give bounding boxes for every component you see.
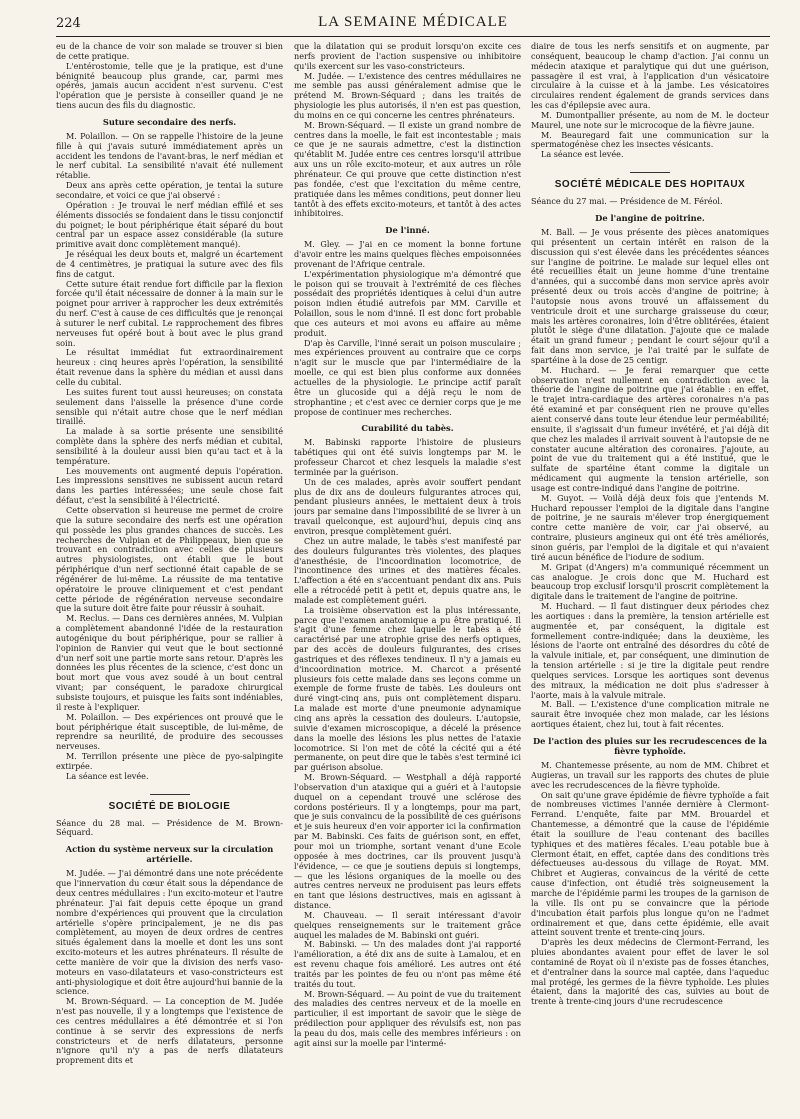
paragraph: M. Reclus. — Dans ces dernières années, M. Vulpian a complètement abandonné l'idée de la restauration autogénique du bout périphérique, pour se rallier à l'opinion de Ranvier qui veut que le bout sectionné d'un nerf soit une partie morte sans retour. D'après les données les plus récentes de la science, c'est donc un bout mort que vous avez soudé à un bout central vivant; par conséquent, le paradoxe chirurgical subsiste toujours, et puisque les faits sont indéniables, il reste à l'expliquer. [56, 613, 283, 712]
header-rule [56, 36, 770, 37]
page-number: 224 [56, 16, 81, 31]
paragraph: eu de la chance de voir son malade se trouver si bien de cette pratique. [56, 42, 283, 61]
section-heading: Suture secondaire des nerfs. [102, 116, 237, 127]
paragraph: M. Polaillon. — On se rappelle l'histoire de la jeune fille à qui j'avais suturé immédiatement après un accident les tendons de l'avant-bras, le nerf médian et le nerf cubital. La sensibilité n'avait été nullement rétablie. [56, 130, 283, 181]
section-heading: Curabilité du tabès. [361, 423, 454, 434]
paragraph: M. Brown-Séquard. — La conception de M. Judée n'est pas nouvelle, il y a longtemps que l'existence de ces centres médullaires a été démontrée et si l'on continue à se servir des expressions de nerfs constricteurs et de nerfs dilatateurs, personne n'ignore qu'il n'y a pas de nerfs dilatateurs proprement dits et [56, 996, 283, 1066]
paragraph: L'expérimentation physiologique m'a démontré que le poison qui se trouvait à l'extrémité de ces flèches possédait des propriétés identiques à celui d'un autre poison indien étudié autrefois par MM. Carville et Polaillon, sous le nom d'inné. Il est donc fort probable que ces auteurs et moi avons eu affaire au même produit. [294, 268, 521, 338]
paragraph: Un de ces malades, après avoir souffert pendant plus de dix ans de douleurs fulgurantes atroces qui, pendant plusieurs années, le mettaient deux à trois jours par semaine dans l'impossibilité de se livrer à un travail quelconque, est aujourd'hui, depuis cinq ans environ, presque complètement guéri. [294, 476, 521, 536]
paragraph: M. Gripat (d'Angers) m'a communiqué récemment un cas analogue. Je crois donc que M. Huchard est beaucoup trop exclusif lorsqu'il proscrit complètement la digitale dans le traitement de l'angine de poitrine. [531, 561, 769, 602]
society-heading: SOCIÉTÉ DE BIOLOGIE [56, 794, 283, 813]
session-line: Séance du 28 mai. — Présidence de M. Brown-Séquard. [56, 817, 283, 838]
paragraph: Les suites furent tout aussi heureuses; on constata seulement dans l'aisselle la présence d'une corde sensible qui n'était autre chose que le nerf médian tiraillé. [56, 386, 283, 427]
paragraph: M. Dumontpallier présente, au nom de M. le docteur Maurel, une note sur le microcoque de la fièvre jaune. [531, 109, 769, 130]
session-line: Séance du 27 mai. — Présidence de M. Féréol. [531, 196, 723, 207]
paragraph: M. Huchard. — Je ferai remarquer que cette observation n'est nullement en contradiction avec la théorie de l'angine de poitrine que j'ai établie : en effet, le trajet intra-cardiaque des artères coronaires n'a pas été examiné et par conséquent rien ne prouve qu'elles aient conservé dans toute leur étendue leur perméabilité; ensuite, il s'agissait d'un fumeur invétéré, et j'ai déjà dit que chez les malades il arrivait souvent à l'autopsie de ne constater aucune altération des coronaires. J'ajoute, au point de vue du traitement qui a été institué, que le sulfate de spartéine étant comme la digitale un médicament qui augmente la tension artérielle, son usage est contre-indiqué dans l'angine de poitrine. [531, 364, 769, 493]
paragraph: M. Chauveau. — Il serait intéressant d'avoir quelques renseignements sur le traitement grâce auquel les malades de M. Babinski ont guéri. [294, 909, 521, 940]
column-right [531, 42, 769, 1111]
paragraph: M. Terrillon présente une pièce de pyo-salpingite extirpée. [56, 751, 283, 771]
paragraph: Deux ans après cette opération, je tentai la suture secondaire, et voici ce que j'ai observé : [56, 180, 283, 200]
paragraph: M. Brown-Séquard. — Il existe un grand nombre de centres dans la moelle, le fait est incontestable ; mais ce que je ne saurais admettre, c'est la distinction qu'établit M. Judée entre ces centres lorsqu'il attribue aux uns un rôle excito-moteur, et aux autres un rôle phrénateur. Ce qui prouve que cette distinction n'est pas fondée, c'est que l'excitation du même centre, pratiquée dans les mêmes conditions, peut donner lieu tantôt à des effets excito-moteurs, et tantôt à des actes inhibitoires. [294, 119, 521, 219]
paragraph: D'ap ès Carville, l'inné serait un poison musculaire ; mes expériences prouvent au contraire que ce corps n'agit sur le muscle que par l'intermédiaire de la moelle, ce qui est bien plus conforme aux données actuelles de la physiologie. Le principe actif paraît être un glucoside qui a déjà reçu le nom de strophantine ; et c'est avec ce dernier corps que je me propose de continuer mes recherches. [294, 337, 521, 417]
section-heading: De l'inné. [385, 225, 430, 236]
paragraph: M. Polaillon. — Des expériences ont prouvé que le bout périphérique était susceptible, de lui-même, de reprendre sa neurilité, de produire des secousses nerveuses. [56, 711, 283, 752]
paragraph: M. Brown-Séquard. — Au point de vue du traitement des maladies des centres nerveux et de la moelle en particulier, il est important de savoir que le siège de prédilection pour appliquer des révulsifs est, non pas la peau du dos, mais celle des membres inférieurs : on agit ainsi sur la moelle par l'intermé- [294, 988, 521, 1048]
paragraph: Opération : Je trouvai le nerf médian effilé et ses éléments dissociés se fondaient dans le tissu conjonctif du poignet; le bout périphérique était séparé du bout central par un espace assez considérable (la suture primitive avait donc complètement manqué). [56, 199, 283, 250]
paragraph: M. Beauregard fait une communication sur la spermatogénèse chez les insectes vésicants. [531, 129, 769, 150]
paragraph: D'après les deux médecins de Clermont-Ferrand, les pluies abondantes avaient pour effet de laver le sol contaminé de Royat où il n'existe pas de fosses étanches, et d'entraîner dans la source mal captée, dans l'aqueduc mal protégé, les germes de la fièvre typhoïde. Les pluies étaient, dans la majorité des cas, suivies au bout de trente à trente-cinq jours d'une recrudescence [531, 937, 769, 1007]
paragraph: La malade à sa sortie présente une sensibilité complète dans la sphère des nerfs médian et cubital, sensibilité à la douleur aussi bien qu'au tact et à la température. [56, 426, 283, 466]
paragraph: M. Huchard. — Il faut distinguer deux périodes chez les aortiques : dans la première, la tension artérielle est augmentée et, par conséquent, la digitale est formellement contre-indiquée; dans la deuxième, les lésions de l'aorte ont entraîné des désordres du côté de la valvule initiale, et, par conséquent, une diminution de la tension artérielle : si je tire la digitale peut rendre quelques services. Lorsque les aortiques sont devenus des mitraux, la médication ne doit plus s'adresser à l'aorte, mais à la valvule mitrale. [531, 601, 769, 700]
paragraph: La séance est levée. [541, 149, 624, 160]
paragraph: M. Babinski rapporte l'histoire de plusieurs tabétiques qui ont été suivis longtemps par M. le professeur Charcot et chez lesquels la maladie s'est terminée par la guérison. [294, 437, 521, 477]
paragraph: Je réséquai les deux bouts et, malgré un écartement de 4 centimètres, je pratiquai la suture avec des fils fins de catgut. [56, 249, 283, 279]
society-heading: SOCIÉTÉ MÉDICALE DES HOPITAUX [531, 172, 769, 191]
paragraph: M. Brown-Séquard. — Westphall a déjà rapporté l'observation d'un ataxique qui a guéri et à l'autopsie duquel on a cependant trouvé une sclérose des cordons postérieurs. Il y a longtemps, pour ma part, que je suis convaincu de la possibilité de ces guérisons et je suis heureux d'en voir apporter ici la confirmation par M. Babinski. Ces faits de guérison sont, en effet, pour moi un triomphe, sortant venant d'une Ecole opposée à mes doctrines, car ils prouvent jusqu'à l'évidence, — ce que je soutiens depuis si longtemps, — que les lésions organiques de la moelle ou des autres centres nerveux ne produisent pas leurs effets en tant que lésions destructives, mais en agissant à distance. [294, 772, 521, 911]
paragraph: Cette observation si heureuse me permet de croire que la suture secondaire des nerfs est une opération qui possède les plus grandes chances de succès. Les recherches de Vulpian et de Philippeaux, bien que se trouvant en contradiction avec celles de plusieurs autres physiologistes, ont établi que le bout périphérique d'un nerf sectionné était capable de se régénérer de lui-même. La réussite de ma tentative opératoire le prouve cliniquement et c'est pendant cette période de régénération nerveuse secondaire que la suture doit être faite pour réussir à souhait. [56, 504, 283, 614]
page-header [56, 8, 770, 38]
paragraph: M. Guyot. — Voilà déjà deux fois que j'entends M. Huchard repousser l'emploi de la digitale dans l'angine de poitrine, je ne saurais m'élever trop énergiquement contre cette manière de voir, car j'ai observé, au contraire, plusieurs angineux qui ont été très améliorés, sinon guéris, par l'emploi de la digitale et qui n'avaient tiré aucun bénéfice de l'iodure de sodium. [531, 492, 769, 562]
journal-title: LA SEMAINE MÉDICALE [318, 14, 508, 30]
paragraph: M. Judée. — J'ai démontré dans une note précédente que l'innervation du cœur était sous la dépendance de deux centres médullaires : l'un excito-moteur et l'autre phrénateur. J'ai fait depuis cette époque un grand nombre d'expériences qui prouvent que la circulation artérielle s'opère principalement, je ne dis pas complètement, au moyen de deux ordres de centres situés également dans la moelle et dont les uns sont excito-moteurs et les autres phrénateurs. Il résulte de cette manière de voir que la division des nerfs vaso-moteurs en vaso-dilatateurs et vaso-constricteurs est anti-physiologique et doit être aujourd'hui bannie de la science. [56, 868, 283, 997]
paragraph: On sait qu'une grave épidémie de fièvre typhoïde a fait de nombreuses victimes l'année dernière à Clermont-Ferrand. L'enquête, faite par MM. Brouardel et Chantemesse, a démontré que la cause de l'épidémie était la souillure de l'eau contenant des bacilles typhiques et des matières fécales. L'eau potable bue à Clermont était, en effet, captée dans des conditions très défectueuses au-dessous du village de Royat. MM. Chibret et Augieras, convaincus de la vérité de cette cause d'infection, ont étudié très soigneusement la marche de l'épidémie parmi les troupes de la garnison de la ville. Ils ont pu se convaincre que la période d'incubation était parfois plus longue qu'on ne l'admet ordinairement et que, dans cette épidémie, elle avait atteint souvent trente et trente-cinq jours. [531, 789, 769, 938]
paragraph: L'entérostomie, telle que je la pratique, est d'une bénignité beaucoup plus grande, car, parmi mes opérés, jamais aucun accident n'est survenu. C'est l'opération que je persiste à conseiller quand je ne tiens aucun des fils du diagnostic. [56, 60, 283, 111]
paragraph: que la dilatation qui se produit lorsqu'on excite ces nerfs provient de l'action suspensive ou inhibitoire qu'ils exercent sur les vaso-constricteurs. [294, 42, 521, 71]
paragraph: M. Ball. — Je vous présente des pièces anatomiques qui présentent un certain intérêt en raison de la discussion qui s'est élevée dans les précédentes séances sur l'angine de poitrine. Le malade sur lequel elles ont été recueillies était un jeune homme d'une trentaine d'années, qui a succombé dans mon service après avoir présenté deux ou trois accès d'angine de poitrine; à l'autopsie nous avons trouvé un affaissement du ventricule droit et une surcharge graisseuse du cœur, mais les artères coronaires, loin d'être oblitérées, étaient plutôt le siège d'une dilatation. J'ajoute que ce malade était un grand fumeur ; pendant le court séjour qu'il a fait dans mon service, je l'ai traité par le sulfate de spartéine à la dose de 25 centigr. [531, 226, 769, 365]
paragraph: La séance est levée. [66, 770, 149, 781]
paragraph: Chez un autre malade, le tabès s'est manifesté par des douleurs fulgurantes très violentes, des plaques d'anesthésie, de l'incoordination locomotrice, de l'incontinence des urines et des matières fécales. L'affection a été en s'accentuant pendant dix ans. Puis elle a rétrocédé petit à petit et, depuis quatre ans, le malade est complètement guéri. [294, 535, 521, 605]
section-heading: De l'angine de poitrine. [595, 212, 705, 223]
paragraph: Les mouvements ont augmenté depuis l'opération. Les impressions sensitives ne subissent aucun retard dans les parties intéressées; une seule chose fait défaut, c'est la sensibilité à l'électricité. [56, 465, 283, 506]
paragraph: M. Ball. — L'existence d'une complication mitrale ne saurait être invoquée chez mon malade, car les lésions aortiques étaient, chez lui, tout à fait récentes. [531, 699, 769, 730]
paragraph: Cette suture était rendue fort difficile par la flexion forcée qu'il était nécessaire de donner à la main sur le poignet pour arriver à rapprocher les deux extrémités du nerf. C'est à cause de ces difficultés que je renonçai à suturer le nerf cubital. Le rapprochement des fibres nerveuses fut opéré bout à bout avec le plus grand soin. [56, 278, 283, 348]
paragraph: Le résultat immédiat fut extraordinairement heureux : cinq heures après l'opération, la sensibilité était revenue dans la sphère du médian et aussi dans celle du cubital. [56, 347, 283, 387]
paragraph: M. Gley. — J'ai en ce moment la bonne fortune d'avoir entre les mains quelques flèches empoisonnées provenant de l'Afrique centrale. [294, 239, 521, 269]
paragraph: M. Babinski. — Un des malades dont j'ai rapporté l'amélioration, a été dix ans de suite à Lamalou, et en est revenu chaque fois amélioré. Les autres ont été traités par les pointes de feu ou n'ont pas même été traités du tout. [294, 939, 521, 989]
paragraph: M. Chantemesse présente, au nom de MM. Chibret et Augieras, un travail sur les rapports des chutes de pluie avec les recrudescences de la fièvre typhoïde. [531, 760, 769, 790]
paragraph: La troisième observation est la plus intéressante, parce que l'examen anatomique a pu être pratiqué. Il s'agit d'une femme chez laquelle le tabès a été caractérisé par une atrophie grise des nerfs optiques, par des accès de douleurs fulgurantes, des crises gastriques et des réflexes tendineux. Il n'y a jamais eu d'incoordination motrice. M. Charcot a présenté plusieurs fois cette malade dans ses leçons comme un exemple de forme fruste de tabès. Les douleurs ont duré vingt-cinq ans, puis ont complètement disparu. La malade est morte d'une pneumonie adynamique cinq ans après la cessation des douleurs. L'autopsie, suivie d'examen microscopique, a décelé la présence dans la moelle des lésions les plus nettes de l'ataxie locomotrice. Si l'on met de côté la cécité qui a été permanente, on peut dire que le tabès s'est terminé ici par guérison absolue. [294, 604, 521, 773]
section-heading: De l'action des pluies sur les recrudescences de la fièvre typhoïde. [532, 736, 768, 756]
paragraph: diaire de tous les nerfs sensitifs et on augmente, par conséquent, beaucoup le champ d'action. J'ai connu un médecin ataxique et paralytique qui dut une guérison, passagère il est vrai, à l'application d'un vésicatoire circulaire à la cuisse et à la jambe. Les vésicatoires circulaires rendent également de grands services dans les cas d'épilepsie avec aura. [531, 42, 769, 111]
paragraph: M. Judée. — L'existence des centres médullaires ne me semble pas aussi généralement admise que le prétend M. Brown-Séquard ; dans les traités de physiologie les plus autorisés, il n'en est pas question, du moins en ce qui concerne les centres phrénateurs. [294, 70, 521, 120]
column-left [56, 42, 283, 1111]
section-heading: Action du système nerveux sur la circulation artérielle. [65, 844, 274, 865]
column-middle [294, 42, 521, 1111]
